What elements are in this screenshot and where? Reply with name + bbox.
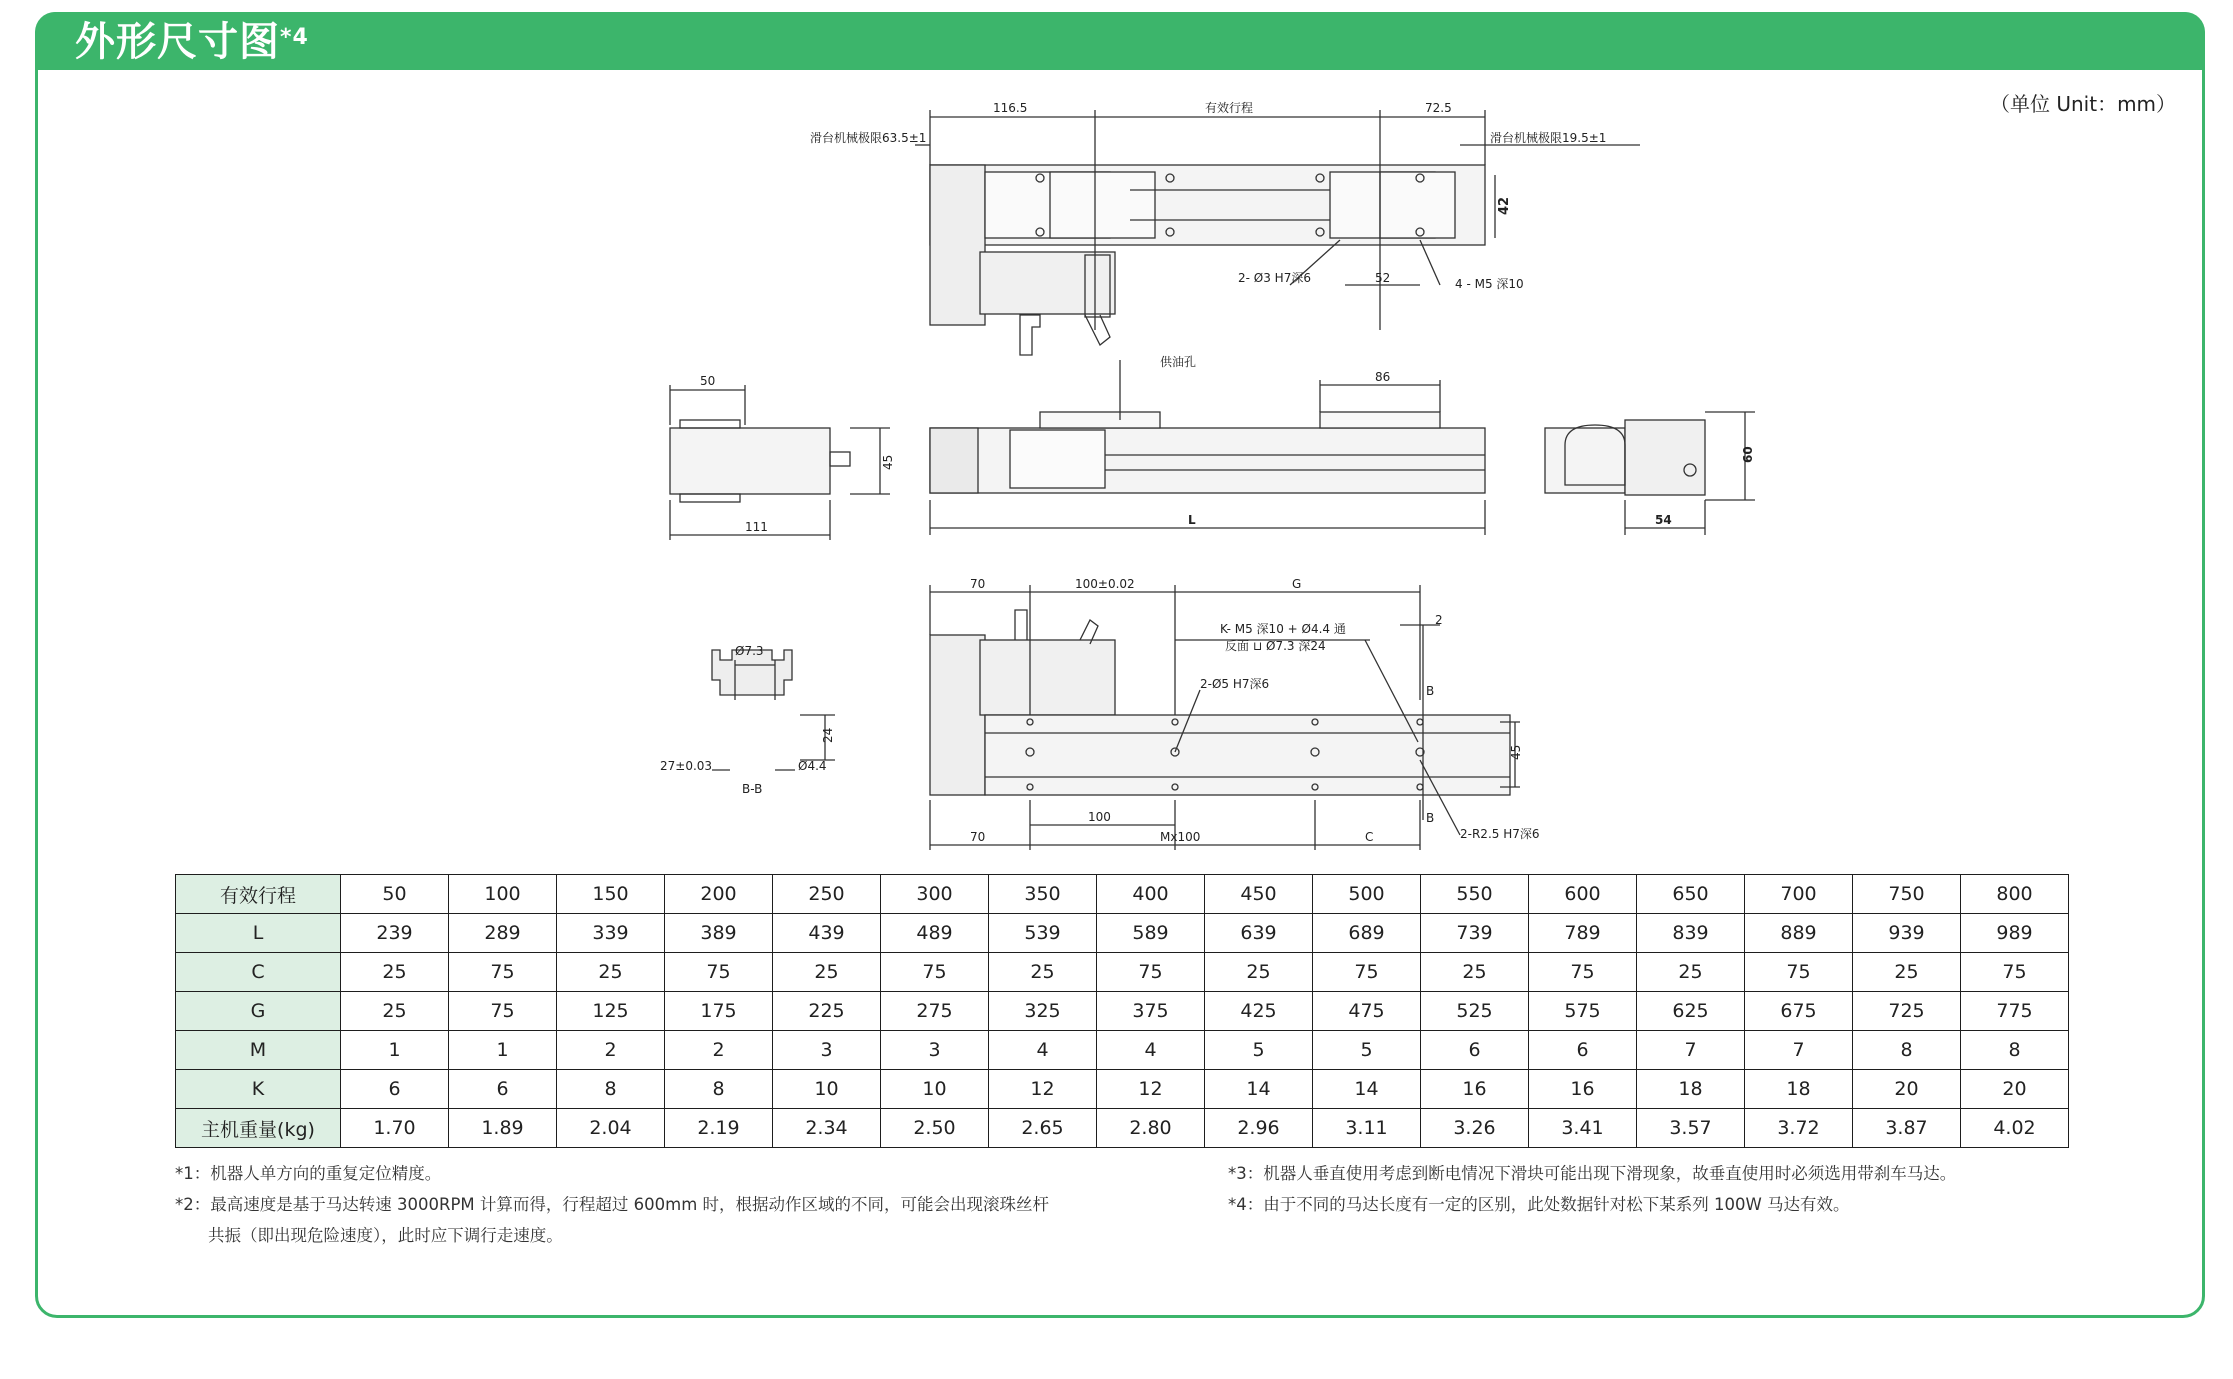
table-cell: 18: [1637, 1070, 1745, 1109]
side-view: [670, 354, 1755, 540]
table-cell: 50: [341, 875, 449, 914]
table-cell: 889: [1745, 914, 1853, 953]
table-cell: 4: [989, 1031, 1097, 1070]
svg-text:有效行程: 有效行程: [1205, 101, 1254, 115]
note-2-cont: 共振（即出现危险速度），此时应下调行走速度。: [175, 1226, 563, 1245]
table-cell: 2: [665, 1031, 773, 1070]
svg-text:100: 100: [1088, 810, 1111, 824]
table-cell: 18: [1745, 1070, 1853, 1109]
table-cell: 5: [1205, 1031, 1313, 1070]
table-cell: 2.80: [1097, 1109, 1205, 1148]
table-cell: 6: [1529, 1031, 1637, 1070]
svg-text:50: 50: [700, 374, 716, 388]
table-cell: 10: [881, 1070, 989, 1109]
unit-label: （单位 Unit：mm）: [1990, 92, 2177, 116]
svg-text:2-R2.5 H7深6: 2-R2.5 H7深6: [1460, 827, 1540, 841]
table-cell: 7: [1637, 1031, 1745, 1070]
table-cell: 500: [1313, 875, 1421, 914]
table-cell: 6: [449, 1070, 557, 1109]
notes-left: [175, 1158, 1049, 1251]
table-cell: 339: [557, 914, 665, 953]
table-row: [176, 1109, 2069, 1148]
table-cell: 75: [1313, 953, 1421, 992]
table-cell: 4: [1097, 1031, 1205, 1070]
table-cell: 375: [1097, 992, 1205, 1031]
table-cell: 3: [773, 1031, 881, 1070]
svg-text:24: 24: [821, 727, 835, 743]
table-cell: 75: [665, 953, 773, 992]
svg-text:G: G: [1292, 577, 1302, 591]
table-cell: 8: [665, 1070, 773, 1109]
table-cell: 25: [1205, 953, 1313, 992]
bottom-view: [930, 577, 1540, 850]
table-cell: 2.65: [989, 1109, 1097, 1148]
table-cell: 775: [1961, 992, 2069, 1031]
svg-text:B: B: [1426, 684, 1435, 698]
table-cell: 75: [449, 953, 557, 992]
table-cell: 675: [1745, 992, 1853, 1031]
spec-table: [175, 874, 2069, 1148]
table-cell: 25: [1421, 953, 1529, 992]
table-cell: 12: [989, 1070, 1097, 1109]
table-cell: 2.50: [881, 1109, 989, 1148]
table-cell: 989: [1961, 914, 2069, 953]
svg-text:52: 52: [1375, 271, 1391, 285]
svg-text:2- Ø3 H7深6: 2- Ø3 H7深6: [1238, 271, 1311, 285]
row-header: M: [176, 1031, 341, 1070]
svg-text:111: 111: [745, 520, 768, 534]
table-cell: 1: [449, 1031, 557, 1070]
svg-text:C: C: [1365, 830, 1374, 844]
table-cell: 539: [989, 914, 1097, 953]
table-cell: 75: [1745, 953, 1853, 992]
table-cell: 2: [557, 1031, 665, 1070]
svg-text:42: 42: [1497, 196, 1512, 215]
table-cell: 125: [557, 992, 665, 1031]
table-cell: 6: [1421, 1031, 1529, 1070]
table-cell: 100: [449, 875, 557, 914]
note-3: *3：机器人垂直使用考虑到断电情况下滑块可能出现下滑现象，故垂直使用时必须选用带刹车马达。: [1228, 1164, 1957, 1183]
table-cell: 650: [1637, 875, 1745, 914]
section-title: 外形尺寸图$^{*4}$: [75, 19, 309, 65]
table-cell: 25: [341, 992, 449, 1031]
svg-text:Ø4.4: Ø4.4: [798, 759, 827, 773]
table-cell: 325: [989, 992, 1097, 1031]
table-cell: 550: [1421, 875, 1529, 914]
table-cell: 525: [1421, 992, 1529, 1031]
svg-text:L: L: [1188, 513, 1196, 527]
table-row: [176, 1031, 2069, 1070]
table-cell: 639: [1205, 914, 1313, 953]
table-cell: 5: [1313, 1031, 1421, 1070]
table-cell: 750: [1853, 875, 1961, 914]
table-row: [176, 992, 2069, 1031]
table-cell: 3.87: [1853, 1109, 1961, 1148]
table-cell: 450: [1205, 875, 1313, 914]
section-bb: [660, 644, 835, 796]
table-cell: 16: [1421, 1070, 1529, 1109]
table-cell: 350: [989, 875, 1097, 914]
svg-text:60: 60: [1741, 446, 1755, 463]
note-4: *4：由于不同的马达长度有一定的区别，此处数据针对松下某系列 100W 马达有效。: [1228, 1195, 1850, 1214]
table-cell: 3.72: [1745, 1109, 1853, 1148]
svg-text:Ø7.3: Ø7.3: [735, 644, 764, 658]
table-cell: 7: [1745, 1031, 1853, 1070]
table-cell: 439: [773, 914, 881, 953]
row-header: L: [176, 914, 341, 953]
table-cell: 300: [881, 875, 989, 914]
table-row: [176, 1070, 2069, 1109]
svg-text:72.5: 72.5: [1425, 101, 1452, 115]
svg-text:86: 86: [1375, 370, 1391, 384]
table-cell: 25: [1637, 953, 1745, 992]
table-cell: 8: [557, 1070, 665, 1109]
table-cell: 75: [1097, 953, 1205, 992]
table-cell: 20: [1961, 1070, 2069, 1109]
svg-text:54: 54: [1655, 513, 1672, 527]
row-header: C: [176, 953, 341, 992]
svg-text:45: 45: [881, 454, 895, 470]
svg-text:反面 ⊔ Ø7.3 深24: 反面 ⊔ Ø7.3 深24: [1225, 639, 1326, 653]
table-cell: 250: [773, 875, 881, 914]
table-cell: 3.26: [1421, 1109, 1529, 1148]
svg-text:2: 2: [1435, 613, 1443, 627]
table-cell: 939: [1853, 914, 1961, 953]
table-cell: 10: [773, 1070, 881, 1109]
table-cell: 3.57: [1637, 1109, 1745, 1148]
table-cell: 6: [341, 1070, 449, 1109]
svg-text:70: 70: [970, 830, 986, 844]
svg-text:滑台机械极限63.5±1: 滑台机械极限63.5±1: [810, 131, 927, 145]
svg-text:116.5: 116.5: [993, 101, 1028, 115]
table-cell: 275: [881, 992, 989, 1031]
svg-text:B-B: B-B: [742, 782, 763, 796]
row-header: 主机重量(kg): [176, 1109, 341, 1148]
table-cell: 16: [1529, 1070, 1637, 1109]
table-cell: 725: [1853, 992, 1961, 1031]
table-cell: 2.19: [665, 1109, 773, 1148]
table-cell: 14: [1313, 1070, 1421, 1109]
table-cell: 14: [1205, 1070, 1313, 1109]
table-cell: 150: [557, 875, 665, 914]
row-header: K: [176, 1070, 341, 1109]
table-cell: 8: [1853, 1031, 1961, 1070]
table-cell: 8: [1961, 1031, 2069, 1070]
table-cell: 1.70: [341, 1109, 449, 1148]
svg-text:2-Ø5 H7深6: 2-Ø5 H7深6: [1200, 677, 1270, 691]
table-cell: 1: [341, 1031, 449, 1070]
table-cell: 4.02: [1961, 1109, 2069, 1148]
table-cell: 25: [1853, 953, 1961, 992]
svg-text:27±0.03: 27±0.03: [660, 759, 713, 773]
table-cell: 400: [1097, 875, 1205, 914]
svg-text:K- M5 深10 + Ø4.4 通: K- M5 深10 + Ø4.4 通: [1220, 622, 1346, 636]
top-view: [810, 101, 1640, 355]
notes-right: [1228, 1158, 1956, 1220]
table-cell: 3.11: [1313, 1109, 1421, 1148]
row-header: 有效行程: [176, 875, 341, 914]
table-cell: 25: [341, 953, 449, 992]
table-cell: 489: [881, 914, 989, 953]
table-cell: 739: [1421, 914, 1529, 953]
note-2: *2：最高速度是基于马达转速 3000RPM 计算而得，行程超过 600mm 时，根据动作区域的不同，可能会出现滚珠丝杆: [175, 1195, 1050, 1214]
table-cell: 589: [1097, 914, 1205, 953]
svg-text:B: B: [1426, 811, 1435, 825]
svg-text:滑台机械极限19.5±1: 滑台机械极限19.5±1: [1490, 131, 1607, 145]
svg-text:供油孔: 供油孔: [1160, 355, 1197, 369]
svg-text:45: 45: [1509, 744, 1523, 760]
svg-text:100±0.02: 100±0.02: [1075, 577, 1135, 591]
table-cell: 689: [1313, 914, 1421, 953]
table-cell: 25: [989, 953, 1097, 992]
table-cell: 239: [341, 914, 449, 953]
table-cell: 25: [773, 953, 881, 992]
table-cell: 575: [1529, 992, 1637, 1031]
table-cell: 475: [1313, 992, 1421, 1031]
table-cell: 75: [449, 992, 557, 1031]
table-cell: 225: [773, 992, 881, 1031]
table-cell: 600: [1529, 875, 1637, 914]
table-cell: 800: [1961, 875, 2069, 914]
table-cell: 625: [1637, 992, 1745, 1031]
table-cell: 200: [665, 875, 773, 914]
svg-text:4 - M5 深10: 4 - M5 深10: [1455, 277, 1524, 291]
svg-text:70: 70: [970, 577, 986, 591]
table-cell: 75: [881, 953, 989, 992]
table-cell: 700: [1745, 875, 1853, 914]
table-cell: 175: [665, 992, 773, 1031]
table-row: [176, 953, 2069, 992]
row-header: G: [176, 992, 341, 1031]
table-cell: 3.41: [1529, 1109, 1637, 1148]
svg-text:Mx100: Mx100: [1160, 830, 1201, 844]
table-cell: 75: [1529, 953, 1637, 992]
table-cell: 789: [1529, 914, 1637, 953]
table-cell: 289: [449, 914, 557, 953]
table-cell: 12: [1097, 1070, 1205, 1109]
table-cell: 389: [665, 914, 773, 953]
table-cell: 1.89: [449, 1109, 557, 1148]
table-row: [176, 875, 2069, 914]
table-cell: 425: [1205, 992, 1313, 1031]
table-cell: 839: [1637, 914, 1745, 953]
table-row: [176, 914, 2069, 953]
table-cell: 2.04: [557, 1109, 665, 1148]
table-cell: 2.96: [1205, 1109, 1313, 1148]
table-cell: 20: [1853, 1070, 1961, 1109]
table-cell: 2.34: [773, 1109, 881, 1148]
table-cell: 3: [881, 1031, 989, 1070]
note-1: *1：机器人单方向的重复定位精度。: [175, 1164, 442, 1183]
table-cell: 25: [557, 953, 665, 992]
table-cell: 75: [1961, 953, 2069, 992]
